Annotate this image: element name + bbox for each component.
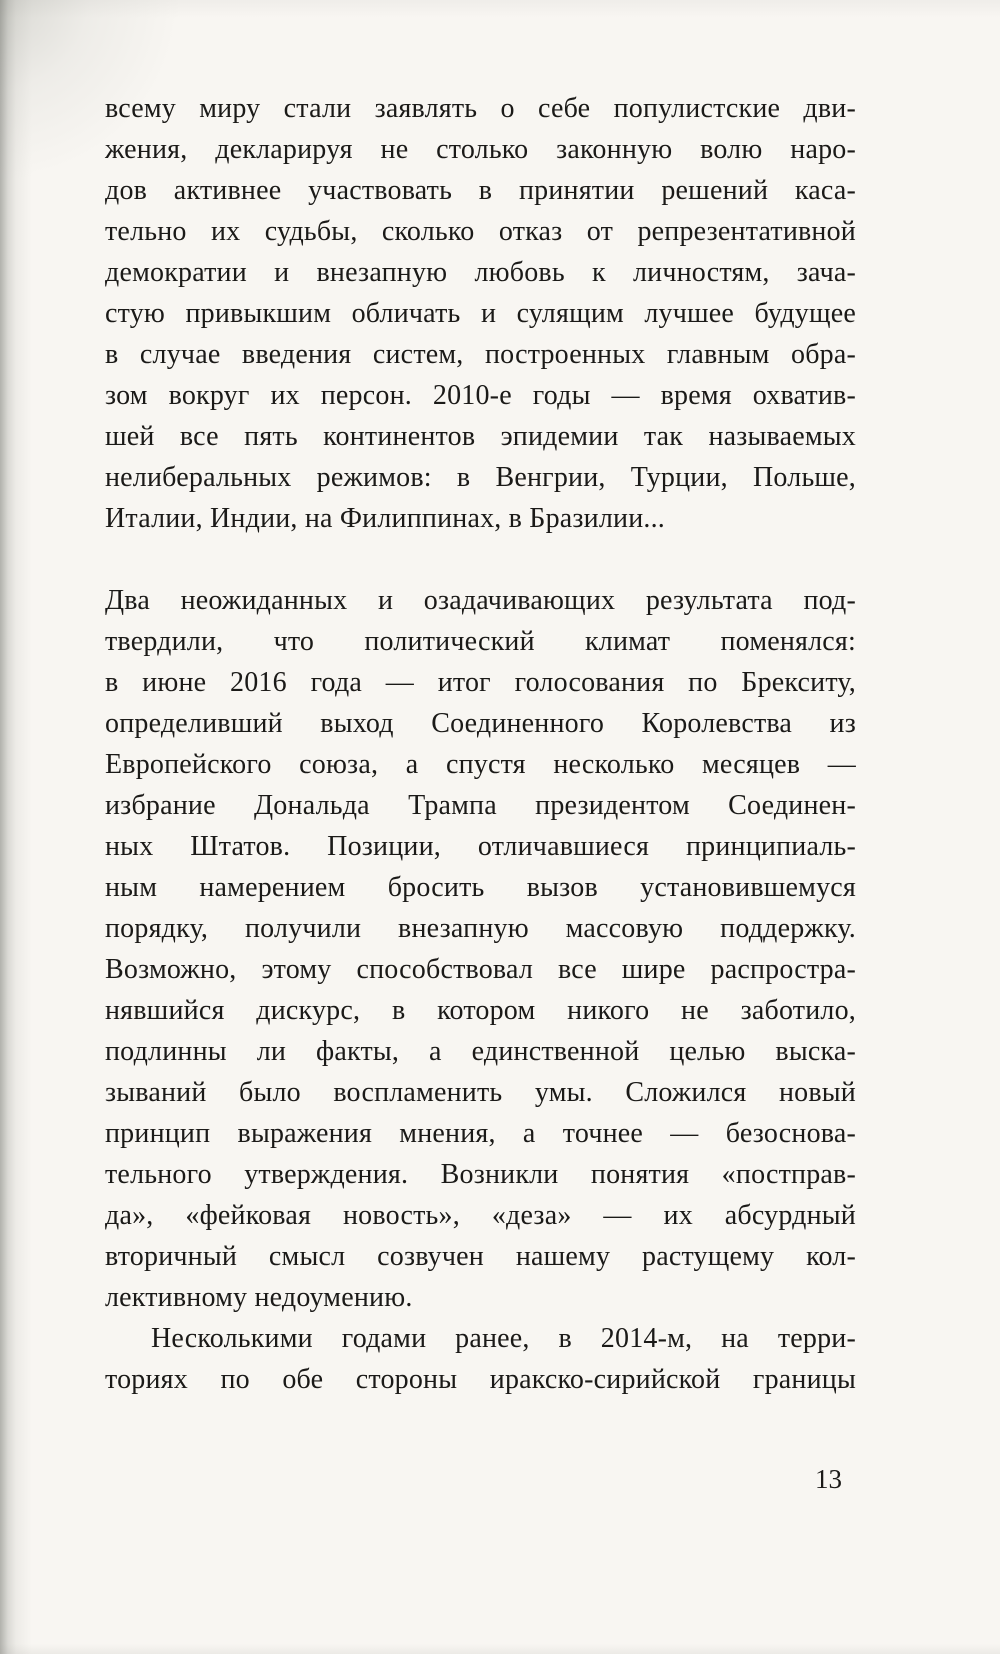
paragraph-3: [105, 1318, 856, 1400]
text-line: ным намерением бросить вызов установившемуся: [105, 872, 856, 903]
text-line: да», «фейковая новость», «деза» — их абсурдный: [105, 1200, 856, 1231]
text-line: демократии и внезапную любовь к личностям, зача-: [105, 257, 856, 288]
text-line: определивший выход Соединенного Королевства из: [105, 708, 856, 739]
text-line: зом вокруг их персон. 2010-е годы — время охватив-: [105, 380, 856, 411]
page-footer: [105, 1462, 856, 1496]
text-line: зываний было воспламенить умы. Сложился новый: [105, 1077, 856, 1108]
text-line: в июне 2016 года — итог голосования по Брекситу,: [105, 667, 856, 698]
text-line: жения, декларируя не столько законную волю наро-: [105, 134, 856, 165]
text-line: стую привыкшим обличать и сулящим лучшее будущее: [105, 298, 856, 329]
page-number: 13: [815, 1464, 842, 1494]
text-line: ториях по обе стороны иракско-сирийской границы: [105, 1364, 856, 1395]
text-line: Италии, Индии, на Филиппинах, в Бразилии...: [105, 503, 665, 534]
text-line: в случае введения систем, построенных главным обра-: [105, 339, 856, 370]
paragraph-1: [105, 88, 856, 539]
paragraph-2: [105, 580, 856, 1318]
scan-edge-shadow: [0, 0, 32, 1654]
text-block: [105, 88, 856, 1400]
text-line: принцип выражения мнения, а точнее — безоснова-: [105, 1118, 856, 1149]
text-line: порядку, получили внезапную массовую поддержку.: [105, 913, 856, 944]
text-line: ных Штатов. Позиции, отличавшиеся принципиаль-: [105, 831, 856, 862]
text-line: лективному недоумению.: [105, 1282, 413, 1313]
text-line: шей все пять континентов эпидемии так называемых: [105, 421, 856, 452]
text-line: твердили, что политический климат поменялся:: [105, 626, 856, 657]
text-line: дов активнее участвовать в принятии решений каса-: [105, 175, 856, 206]
text-line: нелиберальных режимов: в Венгрии, Турции, Польше,: [105, 462, 856, 493]
text-line: вторичный смысл созвучен нашему растущему кол-: [105, 1241, 856, 1272]
text-line: тельно их судьбы, сколько отказ от репрезентативной: [105, 216, 856, 247]
text-line: нявшийся дискурс, в котором никого не заботило,: [105, 995, 856, 1026]
text-line: подлинны ли факты, а единственной целью выска-: [105, 1036, 856, 1067]
text-line: избрание Дональда Трампа президентом Соединен-: [105, 790, 856, 821]
text-line: Несколькими годами ранее, в 2014-м, на терри-: [151, 1323, 856, 1354]
text-line: Два неожиданных и озадачивающих результата под-: [105, 585, 856, 616]
text-line: Европейского союза, а спустя несколько месяцев —: [105, 749, 856, 780]
text-line: Возможно, этому способствовал все шире распростра-: [105, 954, 856, 985]
scan-bottom-shadow: [0, 1644, 1000, 1654]
text-line: тельного утверждения. Возникли понятия «постправ-: [105, 1159, 856, 1190]
text-line: всему миру стали заявлять о себе популистские дви-: [105, 93, 856, 124]
